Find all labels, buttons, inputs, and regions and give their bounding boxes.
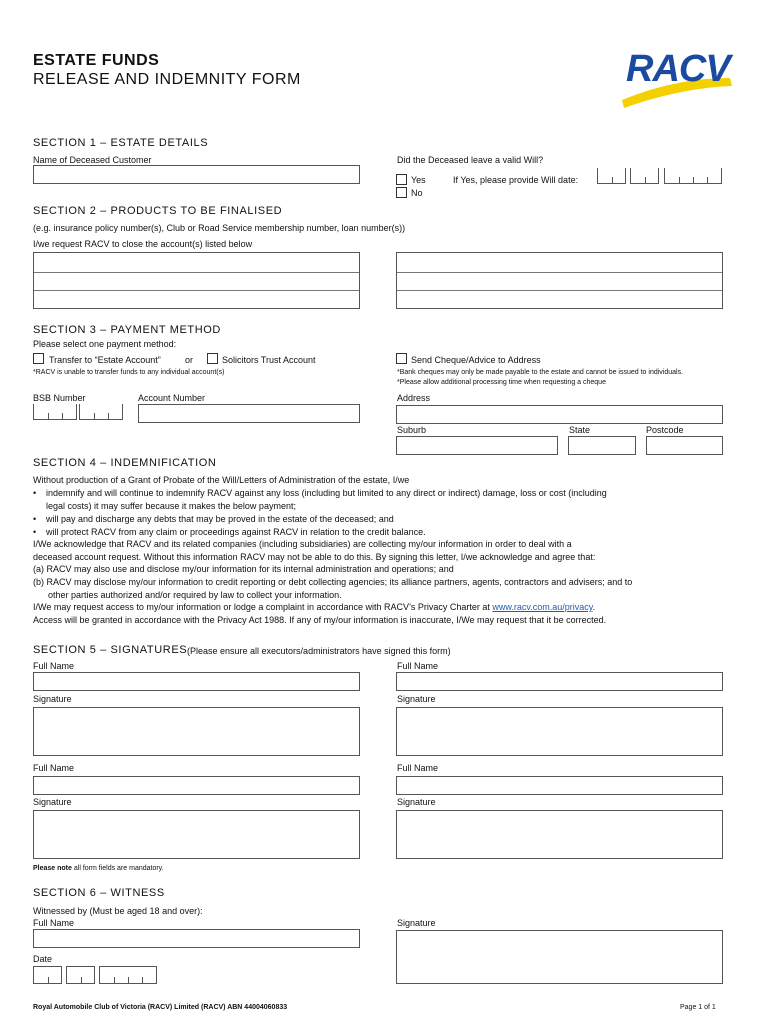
will-date-month-field[interactable] [630, 168, 659, 184]
will-yes-label: Yes [411, 175, 426, 185]
will-date-day-field[interactable] [597, 168, 626, 184]
transfer-checkbox[interactable] [33, 353, 44, 364]
privacy-item-a: (a) RACV may also use and disclose my/our information for its internal administration and operations; and [33, 564, 454, 574]
accounts-list-left[interactable] [33, 252, 360, 309]
privacy-para-1: I/We acknowledge that RACV and its related companies (including subsidiaries) are collecting my/our information in order to deal with a [33, 539, 572, 549]
suburb-label: Suburb [397, 425, 427, 435]
bsb-field-1[interactable] [33, 404, 77, 420]
solicitors-checkbox[interactable] [207, 353, 218, 364]
deceased-name-field[interactable] [33, 165, 360, 184]
signatures-note: (Please ensure all executors/administrators have signed this form) [187, 646, 451, 656]
section-5-heading: SECTION 5 – SIGNATURES [33, 644, 188, 656]
products-request: I/we request RACV to close the account(s) listed below [33, 239, 253, 249]
will-yes-checkbox[interactable] [396, 174, 407, 185]
or-label: or [185, 355, 194, 365]
signature-box-2[interactable] [396, 707, 723, 756]
privacy-item-b2: other parties authorized and/or required by law to collect your information. [48, 590, 342, 600]
solicitors-label: Solicitors Trust Account [222, 355, 316, 365]
full-name-label-2: Full Name [397, 661, 439, 671]
account-number-label: Account Number [138, 393, 206, 403]
bullet-2: • [33, 514, 37, 524]
signature-label-2: Signature [397, 694, 436, 704]
cheque-label: Send Cheque/Advice to Address [411, 355, 541, 365]
witness-date-year-field[interactable] [99, 966, 157, 984]
will-date-label: If Yes, please provide Will date: [453, 175, 579, 185]
section-3-heading: SECTION 3 – PAYMENT METHOD [33, 324, 221, 336]
privacy-access-text: I/We may request access to my/our information or lodge a complaint in accordance with RACV’s Privacy Charter at [33, 602, 490, 612]
privacy-para-2: deceased account request. Without this information RACV may not be able to do this. By signing this letter, I/we acknowledge and agree that: [33, 552, 596, 562]
cheque-checkbox[interactable] [396, 353, 407, 364]
bsb-label: BSB Number [33, 393, 86, 403]
state-field[interactable] [568, 436, 636, 455]
account-number-field[interactable] [138, 404, 360, 423]
postcode-label: Postcode [646, 425, 684, 435]
privacy-link[interactable]: www.racv.com.au/privacy [492, 602, 593, 612]
racv-logo [620, 48, 735, 110]
suburb-field[interactable] [396, 436, 558, 455]
payment-select-label: Please select one payment method: [33, 339, 177, 349]
full-name-label-3: Full Name [33, 763, 75, 773]
witness-full-name-label: Full Name [33, 918, 75, 928]
footer-page: Page 1 of 1 [680, 1004, 716, 1011]
will-no-checkbox[interactable] [396, 187, 407, 198]
signature-label-1: Signature [33, 694, 72, 704]
state-label: State [569, 425, 591, 435]
witness-date-day-field[interactable] [33, 966, 62, 984]
section-1-heading: SECTION 1 – ESTATE DETAILS [33, 137, 209, 149]
mandatory-note-bold: Please note [33, 865, 72, 872]
indemnity-bullet-2: will pay and discharge any debts that may be proved in the estate of the deceased; and [46, 514, 394, 524]
postcode-field[interactable] [646, 436, 723, 455]
full-name-field-3[interactable] [33, 776, 360, 795]
bullet-1: • [33, 488, 37, 498]
mandatory-note [33, 864, 164, 873]
signature-box-4[interactable] [396, 810, 723, 859]
racv-logo-text: RACV [626, 48, 730, 90]
privacy-access [33, 602, 595, 613]
signature-box-1[interactable] [33, 707, 360, 756]
transfer-label: Transfer to “Estate Account” [49, 355, 161, 365]
address-field[interactable] [396, 405, 723, 424]
mandatory-note-text: all form fields are mandatory. [71, 865, 164, 872]
indemnity-bullet-3: will protect RACV from any claim or proceedings against RACV in relation to the credit balance. [46, 527, 426, 537]
full-name-field-4[interactable] [396, 776, 723, 795]
title-line-2: RELEASE AND INDEMNITY FORM [33, 71, 301, 88]
deceased-name-label: Name of Deceased Customer [33, 155, 152, 165]
witness-label: Witnessed by (Must be aged 18 and over): [33, 906, 203, 916]
bullet-3: • [33, 527, 37, 537]
will-no-label: No [411, 188, 423, 198]
bsb-field-2[interactable] [79, 404, 123, 420]
full-name-label-1: Full Name [33, 661, 75, 671]
privacy-access-end: . [592, 602, 596, 612]
signature-label-3: Signature [33, 797, 72, 807]
full-name-label-4: Full Name [397, 763, 439, 773]
will-question: Did the Deceased leave a valid Will? [397, 155, 544, 165]
privacy-correction: Access will be granted in accordance with the Privacy Act 1988. If any of my/our information is inaccurate, I/We may request that it be corrected. [33, 615, 607, 625]
full-name-field-1[interactable] [33, 672, 360, 691]
witness-full-name-field[interactable] [33, 929, 360, 948]
will-date-year-field[interactable] [664, 168, 722, 184]
witness-date-month-field[interactable] [66, 966, 95, 984]
section-2-heading: SECTION 2 – PRODUCTS TO BE FINALISED [33, 205, 283, 217]
title-line-1: ESTATE FUNDS [33, 52, 160, 69]
accounts-list-right[interactable] [396, 252, 723, 309]
privacy-item-b1: (b) RACV may disclose my/our information to credit reporting or debt collecting agencies; its alliance partners, agents, contractors and advisers; and to [33, 577, 633, 587]
indemnity-intro: Without production of a Grant of Probate of the Will/Letters of Administration of the estate, I/we [33, 475, 410, 485]
form-title [33, 52, 301, 90]
footer-company: Royal Automobile Club of Victoria (RACV) Limited (RACV) ABN 44004060833 [33, 1004, 288, 1011]
indemnity-bullet-1a: indemnify and will continue to indemnify RACV against any loss (including but limited to any direct or indirect) damage, loss or cost (including [46, 488, 607, 498]
signature-box-3[interactable] [33, 810, 360, 859]
witness-date-label: Date [33, 954, 53, 964]
products-example: (e.g. insurance policy number(s), Club or Road Service membership number, loan number(s)) [33, 223, 406, 233]
indemnity-bullet-1b: legal costs) it may suffer because it makes the below payment; [46, 501, 296, 511]
signature-label-4: Signature [397, 797, 436, 807]
witness-signature-box[interactable] [396, 930, 723, 984]
full-name-field-2[interactable] [396, 672, 723, 691]
section-6-heading: SECTION 6 – WITNESS [33, 887, 165, 899]
witness-signature-label: Signature [397, 918, 436, 928]
address-label: Address [397, 393, 431, 403]
cheque-note-2: *Please allow additional processing time when requesting a cheque [397, 379, 606, 386]
cheque-note-1: *Bank cheques may only be made payable to the estate and cannot be issued to individuals. [397, 369, 684, 376]
transfer-note: *RACV is unable to transfer funds to any individual account(s) [33, 369, 225, 376]
section-4-heading: SECTION 4 – INDEMNIFICATION [33, 457, 217, 469]
